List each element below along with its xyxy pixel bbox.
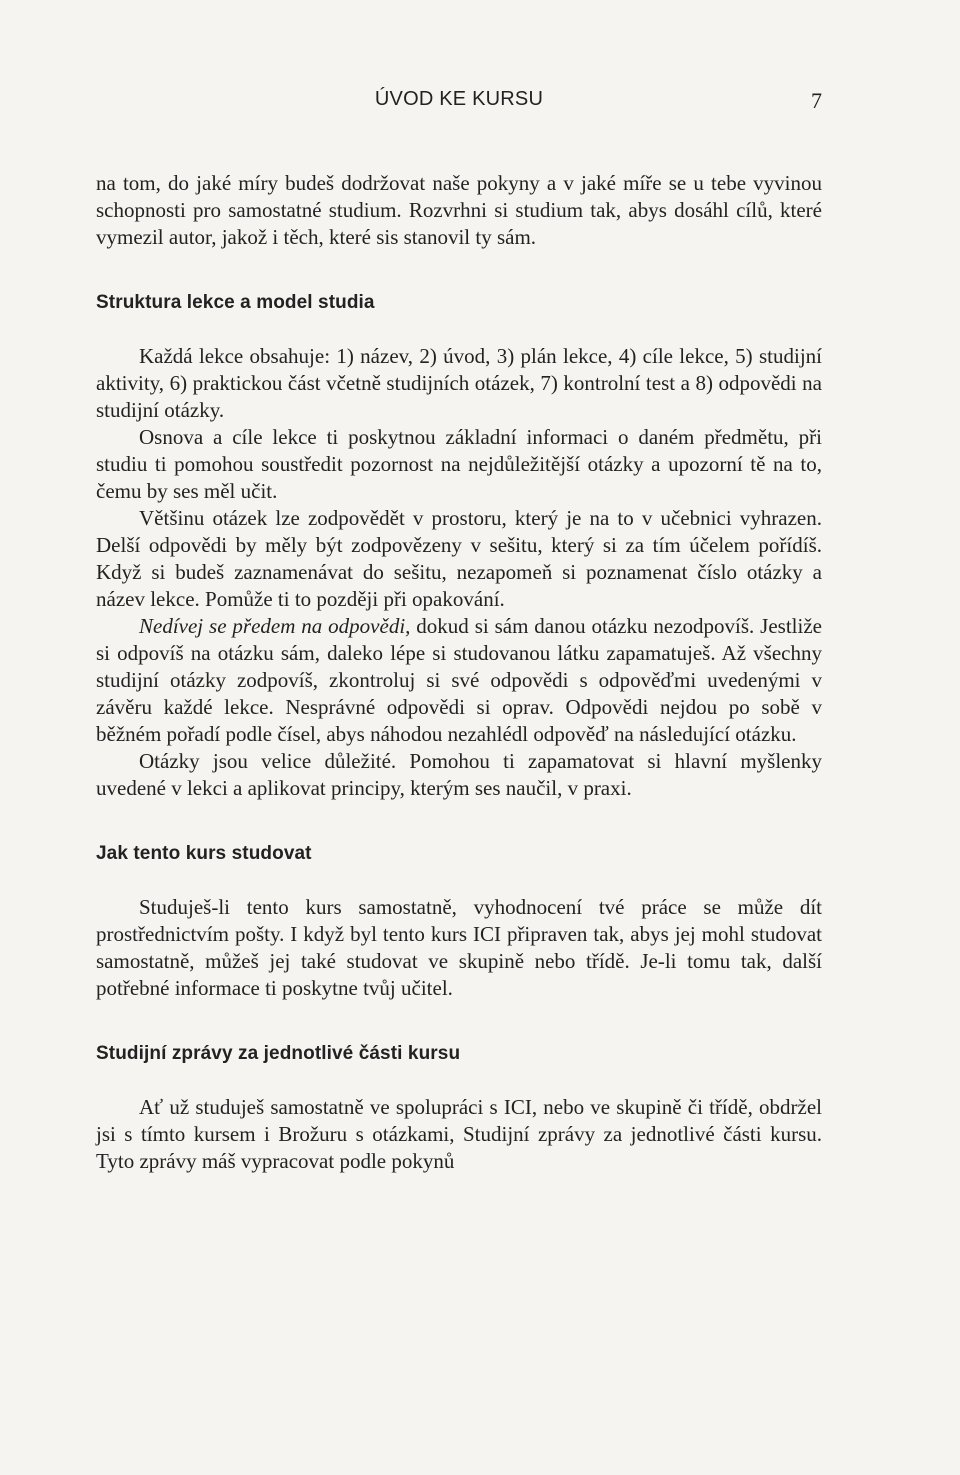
section-heading: Studijní zprávy za jednotlivé části kursu — [96, 1043, 461, 1064]
paragraph: Osnova a cíle lekce ti poskytnou základní informaci o daném předmětu, při studiu ti pomohou soustředit pozornost na nejdůležitější otázky a upozorní tě na to, čemu by ses měl učit. — [96, 425, 822, 503]
intro-paragraph: na tom, do jaké míry budeš dodržovat naše pokyny a v jaké míře se u tebe vyvinou schopnosti pro samostatné studium. Rozvrhni si studium tak, abys dosáhl cílů, které vymezil autor, jakož i těch, které sis stanovil ty sám. — [96, 171, 822, 249]
running-header — [96, 88, 822, 118]
intro-block — [96, 170, 822, 251]
paragraph: Otázky jsou velice důležité. Pomohou ti zapamatovat si hlavní myšlenky uvedené v lekci a aplikovat principy, kterým ses naučil, v praxi. — [96, 749, 822, 800]
section-heading: Struktura lekce a model studia — [96, 292, 375, 313]
running-title: ÚVOD KE KURSU — [374, 88, 544, 110]
paragraph-with-italic-lead — [96, 613, 822, 748]
section-study-reports — [96, 1042, 822, 1175]
section-structure — [96, 291, 822, 802]
section-how-to-study — [96, 842, 822, 1002]
paragraph: Každá lekce obsahuje: 1) název, 2) úvod, 3) plán lekce, 4) cíle lekce, 5) studijní aktivity, 6) praktickou část včetně studijních otázek, 7) kontrolní test a 8) odpovědi na studijní otázky. — [96, 344, 822, 422]
paragraph: Studuješ-li tento kurs samostatně, vyhodnocení tvé práce se může dít prostřednictvím pošty. I když byl tento kurs ICI připraven tak, abys jej mohl studovat samostatně, můžeš jej také studovat ve skupině nebo třídě. Je-li tomu tak, další potřebné informace ti poskytne tvůj učitel. — [96, 895, 822, 1000]
italic-lead: Nedívej se předem na odpovědi, — [139, 614, 411, 638]
paragraph: Ať už studuješ samostatně ve spolupráci s ICI, nebo ve skupině či třídě, obdržel jsi s tímto kursem i Brožuru s otázkami, Studijní zprávy za jednotlivé části kursu. Tyto zprávy máš vypracovat podle pokynů — [96, 1095, 822, 1173]
paragraph-text: dokud si sám danou otázku nezodpovíš. Jestliže si odpovíš na otázku sám, daleko lépe si studovanou látku zapamatuješ. Až všechny studijní otázky zodpovíš, zkontroluj si své odpovědi s odpověďmi uvedenými v závěru každé lekce. Nesprávné odpovědi si oprav. Odpovědi nejdou po sobě v běžném pořadí podle čísel, abys náhodou nezahlédl odpověď na následující otázku. — [96, 614, 822, 746]
section-heading: Jak tento kurs studovat — [96, 843, 312, 864]
page-number: 7 — [811, 88, 822, 113]
paragraph: Většinu otázek lze zodpovědět v prostoru, který je na to v učebnici vyhrazen. Delší odpovědi by měly být zodpovězeny v sešitu, který si za tím účelem pořídíš. Když si budeš zaznamenávat do sešitu, nezapomeň si poznamenat číslo otázky a název lekce. Pomůže ti to později při opakování. — [96, 506, 822, 611]
